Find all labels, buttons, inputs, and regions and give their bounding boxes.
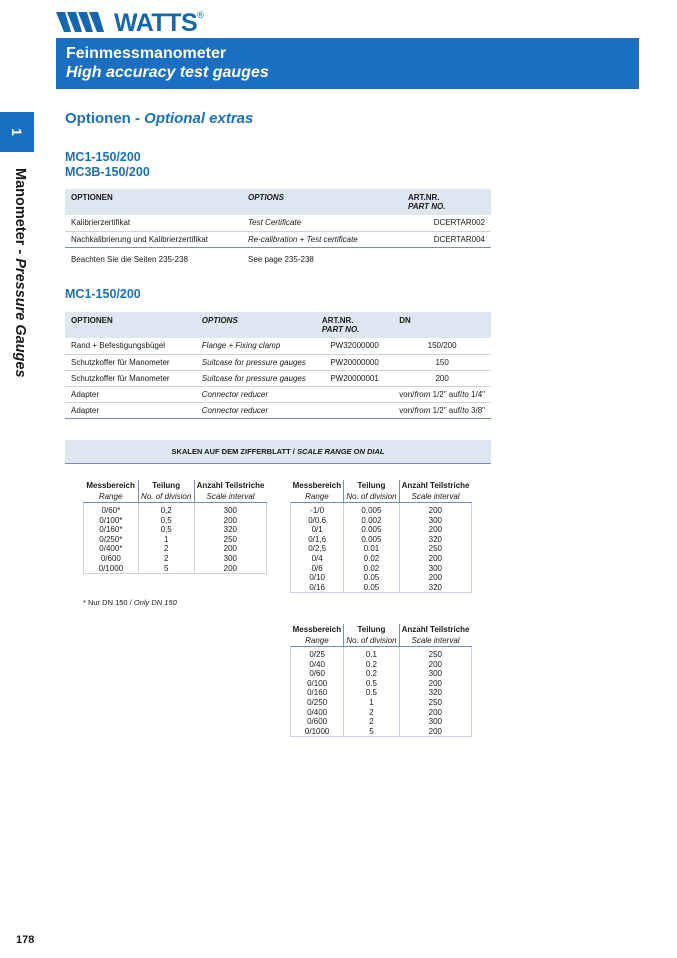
scale-cell: 250 [428,697,442,707]
cell-de: Schutzkoffer für Manometer [65,354,196,370]
table-row [65,231,491,247]
cell-de: Schutzkoffer für Manometer [65,370,196,386]
table-row [65,370,491,386]
model-label: MC3B-150/200 [65,165,150,179]
cell-en: Connector reducer [196,386,316,402]
scale-cell: 300 [428,515,442,525]
scale-cell: 300 [428,563,442,573]
scale-cell: 300 [428,669,442,679]
scale-row [291,679,472,689]
scale-row [291,564,472,574]
scale-col-subheader: Range [291,635,344,646]
table-note-row [65,247,491,269]
cell-en: Test Certificate [242,215,402,231]
chapter-tab [0,112,34,152]
cell-de: Adapter [65,402,196,418]
scale-cell: 200 [223,515,237,525]
scale-cell: 200 [223,563,237,573]
scale-cell: 250 [428,544,442,554]
cell-en: Re-calibration + Test certificate [242,231,402,247]
col-header-artnr [316,312,393,338]
page-number: 178 [16,934,35,946]
section-title [65,110,253,127]
scale-row [291,717,472,727]
cell-dn: 200 [393,370,491,386]
scale-row [84,516,267,526]
scale-cell: 2 [344,717,399,727]
cell-dn: von/from 1/2" auf/to 1/4" [393,386,491,402]
scale-cell: -1/0 [291,506,344,516]
scale-row [291,544,472,554]
col-header-artnr [402,189,491,215]
scale-table-left [83,480,267,574]
scale-header-de: SKALEN AUF DEM ZIFFERBLATT / [171,447,297,456]
scale-row [84,554,267,564]
table1-models [65,150,150,180]
scale-cell: 0.02 [344,564,399,574]
col-header-dn: DN [393,312,491,338]
scale-cell: 0.01 [344,544,399,554]
scale-row [291,525,472,535]
scale-cell: 0/400 [291,708,344,718]
section-title-en: Optional extras [144,110,254,127]
chapter-side-title [6,168,28,428]
scale-cell: 320 [428,688,442,698]
scale-cell: 0/1,6 [291,535,344,545]
scale-row [84,535,267,545]
scale-cell: 0/16 [291,583,344,593]
scale-cell: 0.005 [344,506,399,516]
scale-col-subheader: Scale interval [399,491,471,502]
scale-cell: 300 [223,553,237,563]
scale-row [291,660,472,670]
cell-dn: von/from 1/2" auf/to 3/8" [393,402,491,418]
scale-col-header: Anzahl Teilstriche [196,481,265,490]
scale-cell: 0,5 [138,516,194,526]
note-de: Beachten Sie die Seiten 235-238 [71,254,188,264]
col-header-options: OPTIONS [242,189,402,215]
scale-cell: 0/2,5 [291,544,344,554]
table-row [65,386,491,402]
scale-cell: 0/250 [291,698,344,708]
scale-cell: 2 [138,544,194,554]
table-row [65,338,491,354]
cell-en: Connector reducer [196,402,316,418]
scale-col-subheader: Scale interval [399,635,471,646]
brand-name: WATTS [114,8,198,37]
scale-header-en: SCALE RANGE ON DIAL [296,447,385,456]
scale-cell: 0/6 [291,564,344,574]
note-en: See page 235-238 [248,254,314,264]
scale-cell: 0/250* [84,535,139,545]
title-banner [56,38,639,89]
cell-dn: 150/200 [393,338,491,354]
scale-cell: 0.2 [344,669,399,679]
scale-col-header: Teilung [344,480,399,491]
chapter-number: 1 [8,128,25,136]
scale-cell: 0.02 [344,554,399,564]
scale-table-right-1 [290,480,472,593]
scale-row [291,506,472,516]
scale-cell: 0/40 [291,660,344,670]
scale-row [291,669,472,679]
cell-art: DCERTAR004 [402,231,491,247]
scale-cell: 0,2 [138,506,194,516]
scale-cell: 1 [344,698,399,708]
scale-col-subheader: Range [291,491,344,502]
scale-cell: 0/100* [84,516,139,526]
scale-range-header [65,440,491,464]
table-row [65,402,491,418]
artnr-label: ART.NR. [321,316,354,325]
scale-row [291,727,472,737]
watts-logo [56,8,204,38]
scale-cell: 0.05 [344,573,399,583]
scale-row [291,535,472,545]
scale-cell: 300 [428,717,442,727]
scale-cell: 250 [428,650,442,659]
scale-cell: 0.005 [344,525,399,535]
scale-row [291,573,472,583]
scale-cell: 0/160 [291,688,344,698]
cell-en: Suitcase for pressure gauges [196,370,316,386]
scale-row [84,564,267,574]
scale-cell: 0.2 [344,660,399,670]
col-header-optionen: OPTIONEN [65,312,196,338]
cell-art: PW20000000 [316,354,393,370]
scale-cell: 0/600 [291,717,344,727]
partno-label: PART NO. [408,202,446,211]
cell-art: DCERTAR002 [402,215,491,231]
banner-title-en: High accuracy test gauges [66,64,269,81]
scale-cell: 0/1 [291,525,344,535]
cell-de: Kalibrierzertifikat [65,215,242,231]
scale-row [84,544,267,554]
cell-en: Flange + Fixing clamp [196,338,316,354]
scale-table-right-2 [290,624,472,737]
scale-cell: 320 [428,534,442,544]
scale-cell: 320 [428,582,442,592]
scale-cell: 0/400* [84,544,139,554]
scale-row [291,708,472,718]
col-header-options: OPTIONS [196,312,316,338]
scale-cell: 0.5 [344,679,399,689]
scale-cell: 0/100 [291,679,344,689]
scale-cell: 200 [428,707,442,717]
scale-cell: 0.05 [344,583,399,593]
scale-col-header: Messbereich [84,480,139,491]
scale-row [291,583,472,593]
scale-cell: 2 [344,708,399,718]
scale-cell: 200 [428,573,442,583]
scale-footnote [83,598,177,607]
table-row [65,215,491,231]
cell-de: Nachkalibrierung und Kalibrierzertifikat [65,231,242,247]
scale-cell: 200 [223,544,237,554]
options-table-2 [65,312,491,419]
scale-cell: 300 [223,506,237,515]
section-title-de: Optionen - [65,110,145,127]
scale-cell: 0/1000 [84,564,139,574]
scale-col-subheader: Range [84,491,139,502]
cell-en: Suitcase for pressure gauges [196,354,316,370]
scale-cell: 0.005 [344,535,399,545]
scale-row [291,698,472,708]
scale-cell: 0/160* [84,525,139,535]
scale-cell: 1 [138,535,194,545]
cell-art [316,386,393,402]
scale-row [84,506,267,516]
cell-de: Rand + Befestigungsbügel [65,338,196,354]
scale-col-header: Teilung [344,624,399,635]
scale-cell: 200 [428,659,442,669]
scale-col-header: Anzahl Teilstriche [401,481,470,490]
scale-col-subheader: Scale interval [194,491,266,502]
scale-col-subheader: No. of division [138,491,194,502]
scale-col-header: Anzahl Teilstriche [401,625,470,634]
table-row [65,354,491,370]
scale-cell: 200 [428,678,442,688]
scale-col-subheader: No. of division [344,491,399,502]
scale-cell: 0/25 [291,650,344,660]
scale-cell: 0/60 [291,669,344,679]
watts-wave-icon [56,12,112,34]
cell-de: Adapter [65,386,196,402]
col-header-optionen: OPTIONEN [65,189,242,215]
scale-row [291,554,472,564]
scale-cell: 0/600 [84,554,139,564]
scale-row [291,516,472,526]
scale-cell: 0/1000 [291,727,344,737]
chapter-title-en: Pressure Gauges [12,258,28,378]
brand-registered-mark: ® [197,10,204,20]
scale-col-header: Messbereich [291,624,344,635]
scale-cell: 0/60* [84,506,139,516]
scale-row [291,650,472,660]
scale-cell: 200 [428,726,442,736]
scale-col-header: Teilung [138,480,194,491]
options-table-1 [65,189,491,269]
scale-cell: 0,5 [138,525,194,535]
table2-model: MC1-150/200 [65,287,141,301]
cell-dn: 150 [393,354,491,370]
scale-cell: 0/0.6 [291,516,344,526]
cell-art [316,402,393,418]
scale-cell: 0/4 [291,554,344,564]
scale-row [291,688,472,698]
scale-cell: 0.1 [344,650,399,660]
banner-title-de: Feinmessmanometer [66,45,227,62]
scale-cell: 320 [223,525,237,535]
footnote-de: * Nur DN 150 / [83,598,134,607]
scale-cell: 250 [223,534,237,544]
footnote-en: Only DN 150 [133,598,177,607]
chapter-title-de: Manometer - [12,168,28,259]
scale-cell: 2 [138,554,194,564]
scale-cell: 200 [428,525,442,535]
scale-cell: 5 [344,727,399,737]
cell-art: PW32000000 [316,338,393,354]
scale-cell: 0/10 [291,573,344,583]
scale-col-subheader: No. of division [344,635,399,646]
scale-cell: 200 [428,553,442,563]
scale-row [84,525,267,535]
scale-col-header: Messbereich [291,480,344,491]
scale-cell: 0.002 [344,516,399,526]
partno-label: PART NO. [321,325,360,334]
artnr-label: ART.NR. [408,193,440,202]
scale-cell: 5 [138,564,194,574]
model-label: MC1-150/200 [65,150,141,164]
cell-art: PW20000001 [316,370,393,386]
scale-cell: 0.5 [344,688,399,698]
scale-cell: 200 [428,506,442,515]
